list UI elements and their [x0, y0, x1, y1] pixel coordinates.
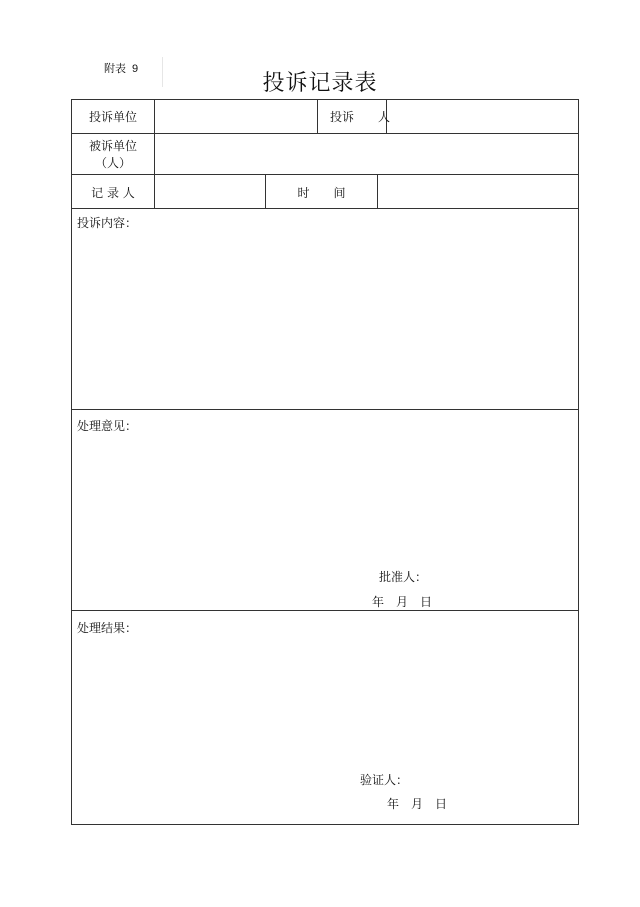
handling-opinion-label: 处理意见：	[77, 419, 138, 433]
complaint-unit-label: 投诉单位	[88, 110, 137, 124]
complainant-label: 投诉 人	[330, 110, 391, 124]
complaint-form	[71, 99, 579, 825]
row-divider	[72, 174, 578, 175]
complaint-content-label: 投诉内容：	[77, 216, 138, 230]
verifier-label: 验证人：	[360, 773, 409, 787]
page-title: 投诉记录表	[262, 71, 378, 96]
recorder-label: 记 录 人	[91, 186, 135, 200]
handling-result-label: 处理结果：	[77, 621, 138, 635]
approver-label: 批准人：	[379, 570, 428, 584]
verification-date: 年 月 日	[387, 797, 448, 811]
row-divider	[72, 610, 578, 611]
approval-date: 年 月 日	[372, 595, 433, 609]
appendix-label: 附表	[104, 62, 126, 75]
row-divider	[72, 409, 578, 410]
respondent-unit-label: 被诉单位	[88, 139, 137, 153]
column-divider	[154, 100, 155, 208]
time-label: 时 间	[297, 186, 346, 200]
column-divider	[377, 174, 378, 208]
appendix-number: 9	[132, 63, 139, 75]
row-divider	[72, 133, 578, 134]
row-divider	[72, 208, 578, 209]
column-divider	[317, 100, 318, 133]
respondent-unit-label-suffix: （人）	[94, 156, 131, 170]
